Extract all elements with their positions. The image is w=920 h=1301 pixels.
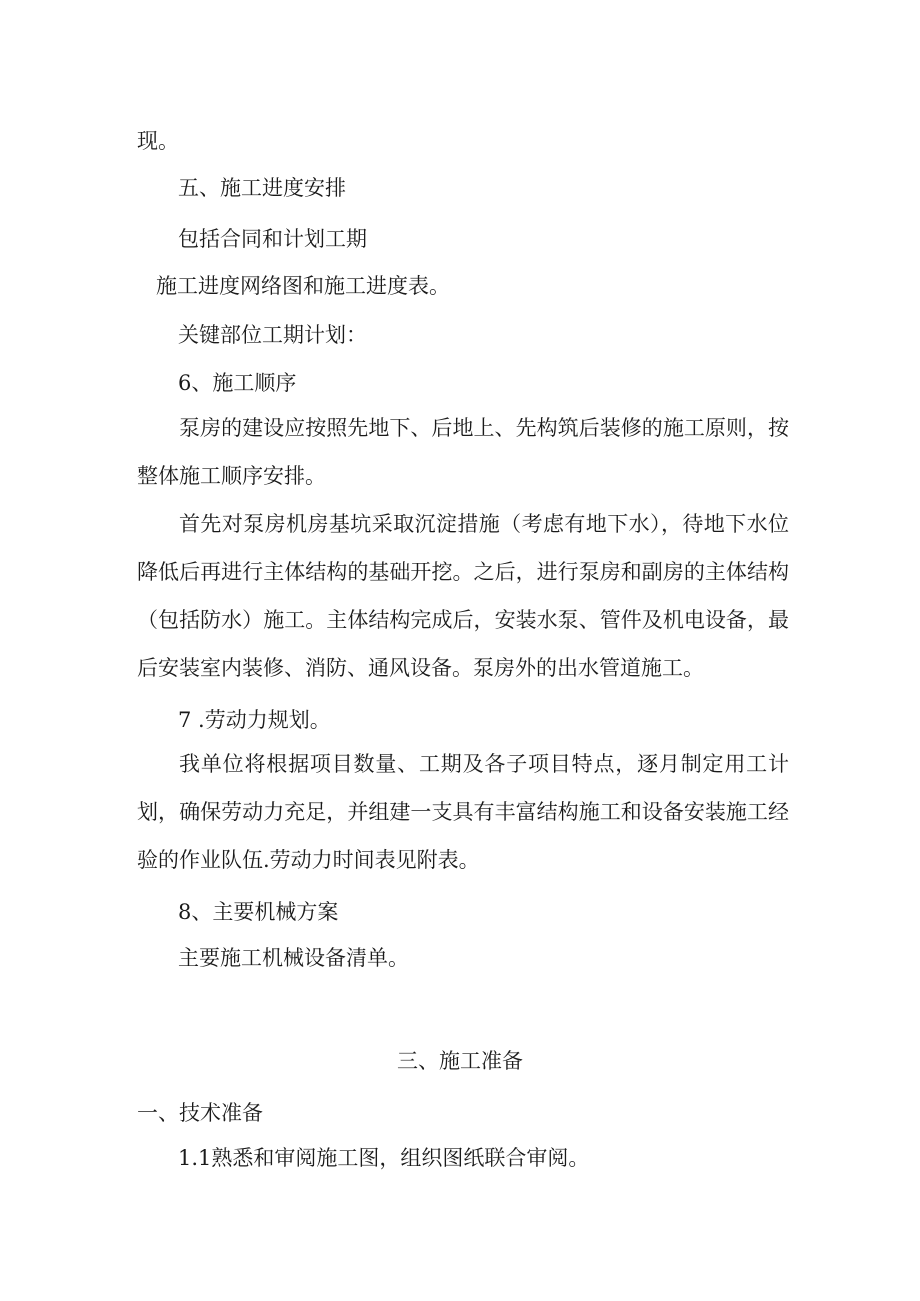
heading-construction-order: 6、施工顺序: [178, 371, 297, 395]
text-line: 关键部位工期计划：: [178, 323, 367, 347]
heading-machinery-plan: 8、主要机械方案: [178, 900, 339, 924]
section-title: 三、施工准备: [397, 1049, 523, 1073]
heading-labor-plan: 7 .劳动力规划。: [178, 708, 331, 732]
paragraph-construction-steps: 首先对泵房机房基坑采取沉淀措施（考虑有地下水），待地下水位降低后再进行主体结构的基础开挖。之后，进行泵房和副房的主体结构（包括防水）施工。主体结构完成后，安装水泵、管件及机电设备，最后安装室内装修、消防、通风设备。泵房外的出水管道施工。: [137, 512, 789, 680]
heading-schedule: 五、施工进度安排: [178, 176, 346, 200]
list-item: 1.1熟悉和审阅施工图，组织图纸联合审阅。: [178, 1146, 590, 1170]
paragraph-order-principle: 泵房的建设应按照先地下、后地上、先构筑后装修的施工原则，按整体施工顺序安排。: [137, 416, 789, 488]
text-line: 施工进度网络图和施工进度表。: [156, 274, 450, 298]
text-line-continuation: 现。: [137, 129, 179, 153]
text-line: 主要施工机械设备清单。: [178, 946, 409, 970]
paragraph-labor-plan: 我单位将根据项目数量、工期及各子项目特点，逐月制定用工计划，确保劳动力充足，并组建一支具有丰富结构施工和设备安装施工经验的作业队伍.劳动力时间表见附表。: [137, 752, 789, 872]
text-line: 包括合同和计划工期: [178, 227, 367, 251]
sub-heading: 一、技术准备: [137, 1101, 263, 1125]
